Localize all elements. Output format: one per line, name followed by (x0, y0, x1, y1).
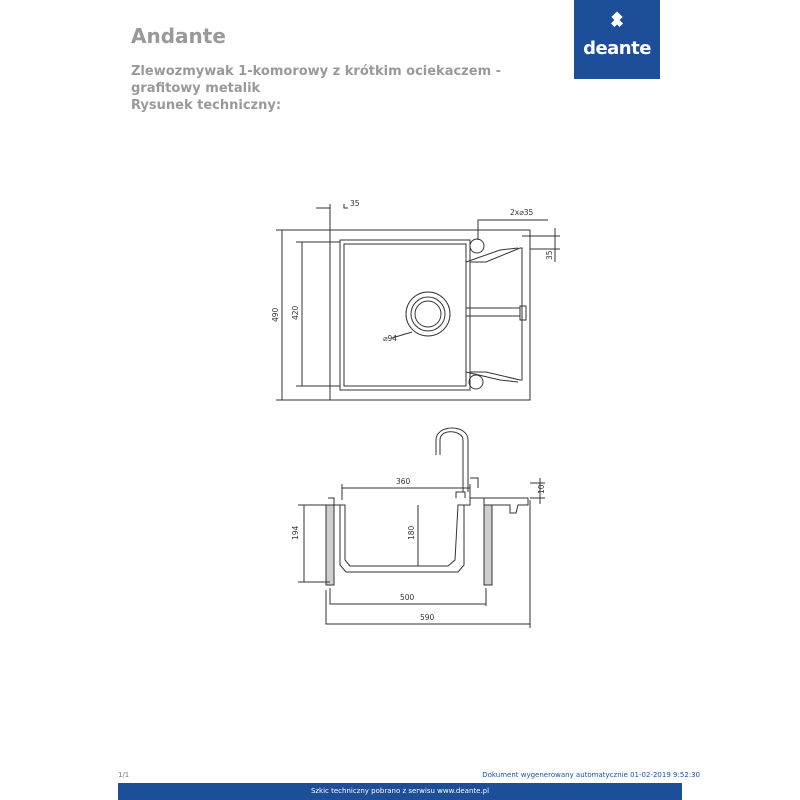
dim-label-10: 10 (537, 484, 546, 494)
product-description-line1: Zlewozmywak 1-komorowy z krótkim ociekaczem - (131, 64, 502, 79)
page-number: 1/1 (118, 771, 130, 779)
footer-bar (118, 783, 682, 800)
dim-label-35-top: 35 (350, 199, 360, 208)
sink-side-view (298, 428, 545, 628)
product-description-line2: grafitowy metalik (131, 81, 261, 96)
generated-note: Dokument wygenerowany automatycznie 01-02-2019 9:52:30 (482, 771, 700, 779)
dim-label-490: 490 (271, 307, 280, 322)
dim-label-360: 360 (396, 477, 411, 486)
source-note: Szkic techniczny pobrano z serwisu www.deante.pl (310, 787, 490, 795)
dim-label-590: 590 (420, 613, 435, 622)
dim-label-500: 500 (400, 593, 415, 602)
dim-label-drain: ⌀94 (383, 334, 398, 343)
logo-wordmark: deante (583, 38, 651, 59)
drawing-heading: Rysunek techniczny: (131, 98, 282, 113)
dim-label-194: 194 (291, 525, 300, 540)
dim-label-180: 180 (407, 525, 416, 540)
sink-top-view (276, 204, 560, 400)
dim-label-420: 420 (291, 305, 300, 320)
dim-label-holes: 2x⌀35 (510, 208, 534, 217)
product-title: Andante (131, 24, 226, 48)
dim-label-35-right: 35 (545, 250, 554, 260)
